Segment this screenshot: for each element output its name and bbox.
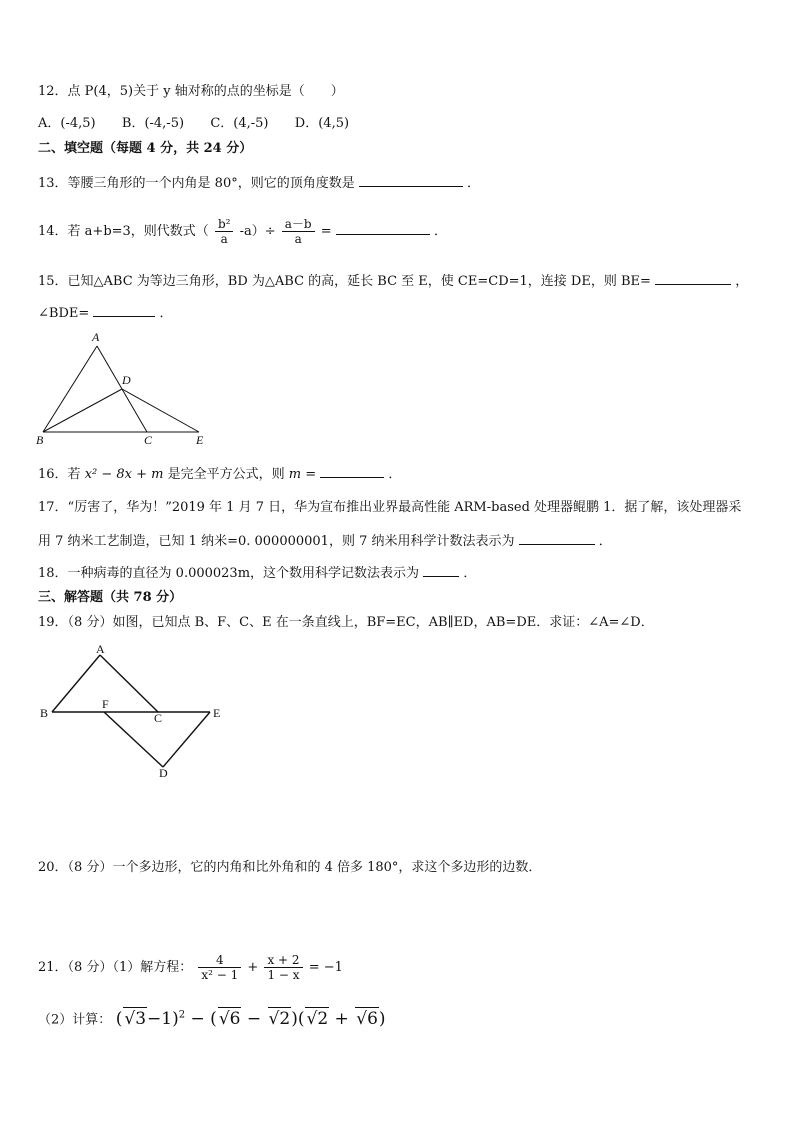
parallel-triangles-figure-q19 xyxy=(36,642,236,782)
answer-blank xyxy=(93,304,155,317)
question-18-text: 18．一种病毒的直径为 0.000023m，这个数用科学记数法表示为 xyxy=(38,566,420,581)
fraction-numerator: a－b xyxy=(282,217,315,232)
fraction-numerator: b² xyxy=(215,217,234,232)
question-15-comma: ， xyxy=(735,274,749,289)
fraction-x2-over-1-x xyxy=(264,953,302,982)
fraction-denominator: x² − 1 xyxy=(201,968,239,982)
question-18 xyxy=(38,564,476,582)
section-2-heading: 二、填空题（每题 4 分，共 24 分） xyxy=(38,141,253,156)
question-15-text: 15．已知△ABC 为等边三角形，BD 为△ABC 的高，延长 BC 至 E，使 CE=CD=1，连接 DE，则 BE= xyxy=(38,274,651,289)
answer-blank xyxy=(655,272,731,285)
answer-blank xyxy=(423,564,459,577)
label-b: B xyxy=(36,433,44,446)
fraction-numerator: x + 2 xyxy=(264,953,302,968)
label-f: F xyxy=(102,697,109,711)
question-14-eq: = xyxy=(320,224,332,239)
edge-de xyxy=(122,389,199,432)
question-15-line-1 xyxy=(38,272,748,290)
question-21-prefix: 21．（8 分）（1）解方程： xyxy=(38,960,193,975)
question-16-prefix: 16．若 xyxy=(38,467,81,482)
question-17-text: 用 7 纳米工艺制造，已知 1 纳米=0. 000000001，则 7 纳米用科学计数法表示为 xyxy=(38,534,515,549)
expression-x2-8x-m: x² − 8x + m xyxy=(84,467,164,482)
edge-ab xyxy=(43,346,97,432)
label-d: D xyxy=(159,766,168,780)
edge-bd xyxy=(43,389,122,432)
question-14 xyxy=(38,212,447,252)
question-21-part-1 xyxy=(38,948,343,988)
fraction-numerator: 4 xyxy=(198,953,241,968)
edge-ab xyxy=(52,655,100,712)
fraction-4-over-x2-1 xyxy=(198,953,241,982)
option-a: A．(-4,5) xyxy=(38,116,96,131)
option-c: C．(4,-5) xyxy=(210,116,269,131)
question-15-end: ． xyxy=(159,306,173,321)
question-20: 20．（8 分）一个多边形，它的内角和比外角和的 4 倍多 180°，求这个多边形的边数． xyxy=(38,860,542,875)
answer-blank xyxy=(519,532,595,545)
radicand: 2 xyxy=(279,1008,291,1029)
angle-bde-label: ∠BDE= xyxy=(38,306,90,321)
label-c: C xyxy=(144,433,153,446)
question-21-part-2 xyxy=(38,1004,386,1032)
plus-sign: + xyxy=(247,960,259,975)
radicand: 2 xyxy=(317,1008,329,1029)
question-17-end: ． xyxy=(598,534,612,549)
question-16-mid: 是完全平方公式，则 xyxy=(167,467,285,482)
question-14-mid: -a）÷ xyxy=(239,224,276,239)
fraction-denominator: a xyxy=(294,232,302,246)
label-e: E xyxy=(213,706,221,720)
label-e: E xyxy=(196,433,204,446)
expression-computation: ( √3−1)$^2$ − ( √6 − √2)( √2 + √6) xyxy=(115,1008,386,1029)
question-17-line-2 xyxy=(38,532,612,550)
fraction-denominator: 1 − x xyxy=(267,968,300,982)
edge-ac xyxy=(100,655,158,712)
option-b: B．(-4,-5) xyxy=(121,116,185,131)
question-13-end: ． xyxy=(467,176,481,191)
question-14-end: ． xyxy=(433,224,447,239)
edge-ed xyxy=(163,712,210,767)
question-13-text: 13．等腰三角形的一个内角是 80°，则它的顶角度数是 xyxy=(38,176,355,191)
question-12 xyxy=(38,84,344,100)
answer-blank xyxy=(320,465,384,478)
radicand: 6 xyxy=(229,1008,241,1029)
fraction-b2-over-a xyxy=(215,217,234,246)
fraction-a-minus-b-over-a xyxy=(282,217,315,246)
label-d: D xyxy=(122,373,131,387)
option-d: D．(4,5) xyxy=(294,116,350,131)
label-a: A xyxy=(92,330,100,344)
question-16 xyxy=(38,465,401,483)
question-17-line-1: 17．“厉害了，华为！”2019 年 1 月 7 日，华为宣布推出业界最高性能 ARM-based 处理器鲲鹏 1．据了解，该处理器采 xyxy=(38,500,742,515)
variable-m: m = xyxy=(288,467,317,482)
question-18-end: ． xyxy=(463,566,477,581)
radicand: 3 xyxy=(135,1008,147,1029)
label-b: B xyxy=(40,706,49,720)
question-13 xyxy=(38,174,480,192)
label-a: A xyxy=(96,642,105,656)
fraction-denominator: a xyxy=(220,232,228,246)
section-3-heading: 三、解答题（共 78 分） xyxy=(38,590,183,605)
radicand: 6 xyxy=(367,1008,378,1029)
equation-rhs: = −1 xyxy=(308,960,343,975)
triangle-figure-q15 xyxy=(30,326,220,446)
question-15-line-2 xyxy=(38,304,173,322)
label-c: C xyxy=(154,711,163,725)
question-21-part-2-prefix: （2）计算： xyxy=(38,1012,112,1028)
answer-blank xyxy=(359,174,463,187)
question-16-end: ． xyxy=(388,467,402,482)
answer-blank xyxy=(336,222,430,235)
question-12-text: 12．点 P(4，5)关于 y 轴对称的点的坐标是（ ） xyxy=(38,84,344,99)
question-14-prefix: 14．若 a+b=3，则代数式（ xyxy=(38,224,209,239)
question-12-options xyxy=(38,116,349,132)
question-19: 19．（8 分）如图，已知点 B、F、C、E 在一条直线上，BF=EC，AB∥ED，AB=DE．求证：∠A=∠D． xyxy=(38,615,654,630)
